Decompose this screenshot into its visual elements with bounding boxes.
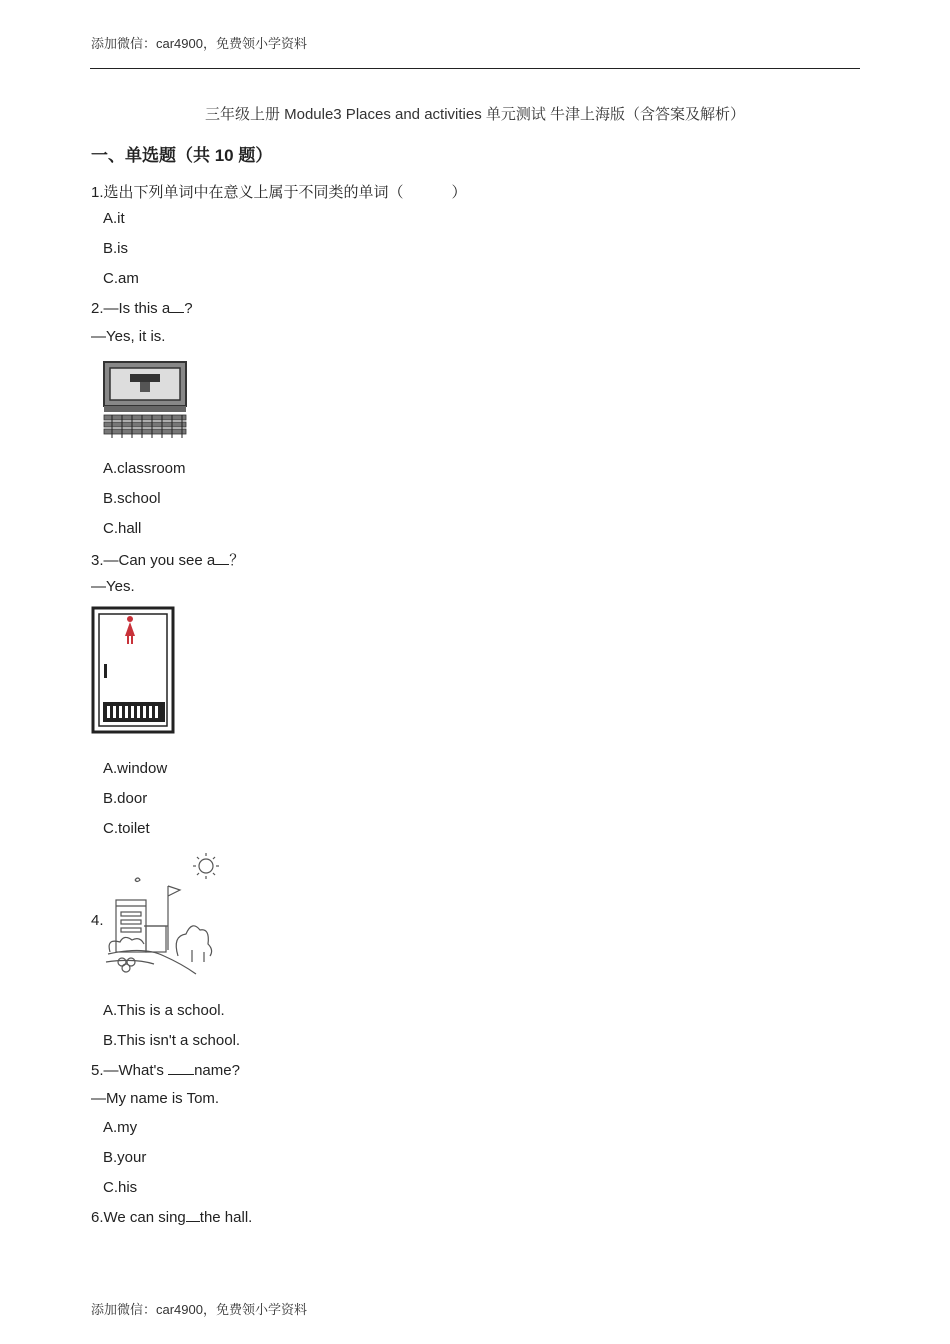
question-5-option-c[interactable]: C.his (103, 1179, 138, 1196)
question-6-stem: 6.We can sing the hall. (91, 1209, 253, 1226)
question-1-stem: 1.选出下列单词中在意义上属于不同类的单词（ ） (91, 184, 467, 201)
question-1-option-a[interactable]: A.it (103, 210, 125, 227)
answer-blank (215, 551, 229, 565)
question-2-option-a[interactable]: A.classroom (103, 460, 186, 477)
question-3-option-c[interactable]: C.toilet (103, 820, 150, 837)
question-4-option-b[interactable]: B.This isn't a school. (103, 1032, 241, 1049)
question-2-stem: 2.—Is this a ? (91, 300, 193, 317)
document-title: 三年级上册 Module3 Places and activities 单元测试 牛津上海版（含答案及解析） (204, 106, 746, 123)
answer-blank (168, 1061, 194, 1075)
question-5-option-b[interactable]: B.your (103, 1149, 147, 1166)
question-5-option-a[interactable]: A.my (103, 1119, 138, 1136)
question-3-option-b[interactable]: B.door (103, 790, 148, 807)
question-4-option-a[interactable]: A.This is a school. (103, 1002, 225, 1019)
answer-blank (186, 1208, 200, 1222)
question-1-option-b[interactable]: B.is (103, 240, 129, 257)
header-rule (90, 68, 860, 69)
question-3-reply: —Yes. (91, 578, 135, 595)
section-title: 一、单选题（共 10 题） (91, 146, 273, 165)
question-3-stem: 3.—Can you see a ？ (91, 552, 245, 569)
page-footer: 添加微信：car4900，免费领小学资料 (91, 1302, 307, 1317)
toilet-door-image (91, 606, 175, 734)
question-2-option-c[interactable]: C.hall (103, 520, 142, 537)
question-4-stem: 4. (91, 912, 104, 929)
question-2-option-b[interactable]: B.school (103, 490, 161, 507)
answer-blank (170, 299, 184, 313)
question-5-reply: —My name is Tom. (91, 1090, 220, 1107)
question-1-option-c[interactable]: C.am (103, 270, 139, 287)
question-2-reply: —Yes, it is. (91, 328, 166, 345)
page-header: 添加微信：car4900，免费领小学资料 (91, 36, 307, 51)
question-5-stem: 5.—What's name? (91, 1062, 240, 1079)
school-image (104, 850, 224, 978)
question-3-option-a[interactable]: A.window (103, 760, 168, 777)
hall-stage-image (102, 360, 188, 440)
